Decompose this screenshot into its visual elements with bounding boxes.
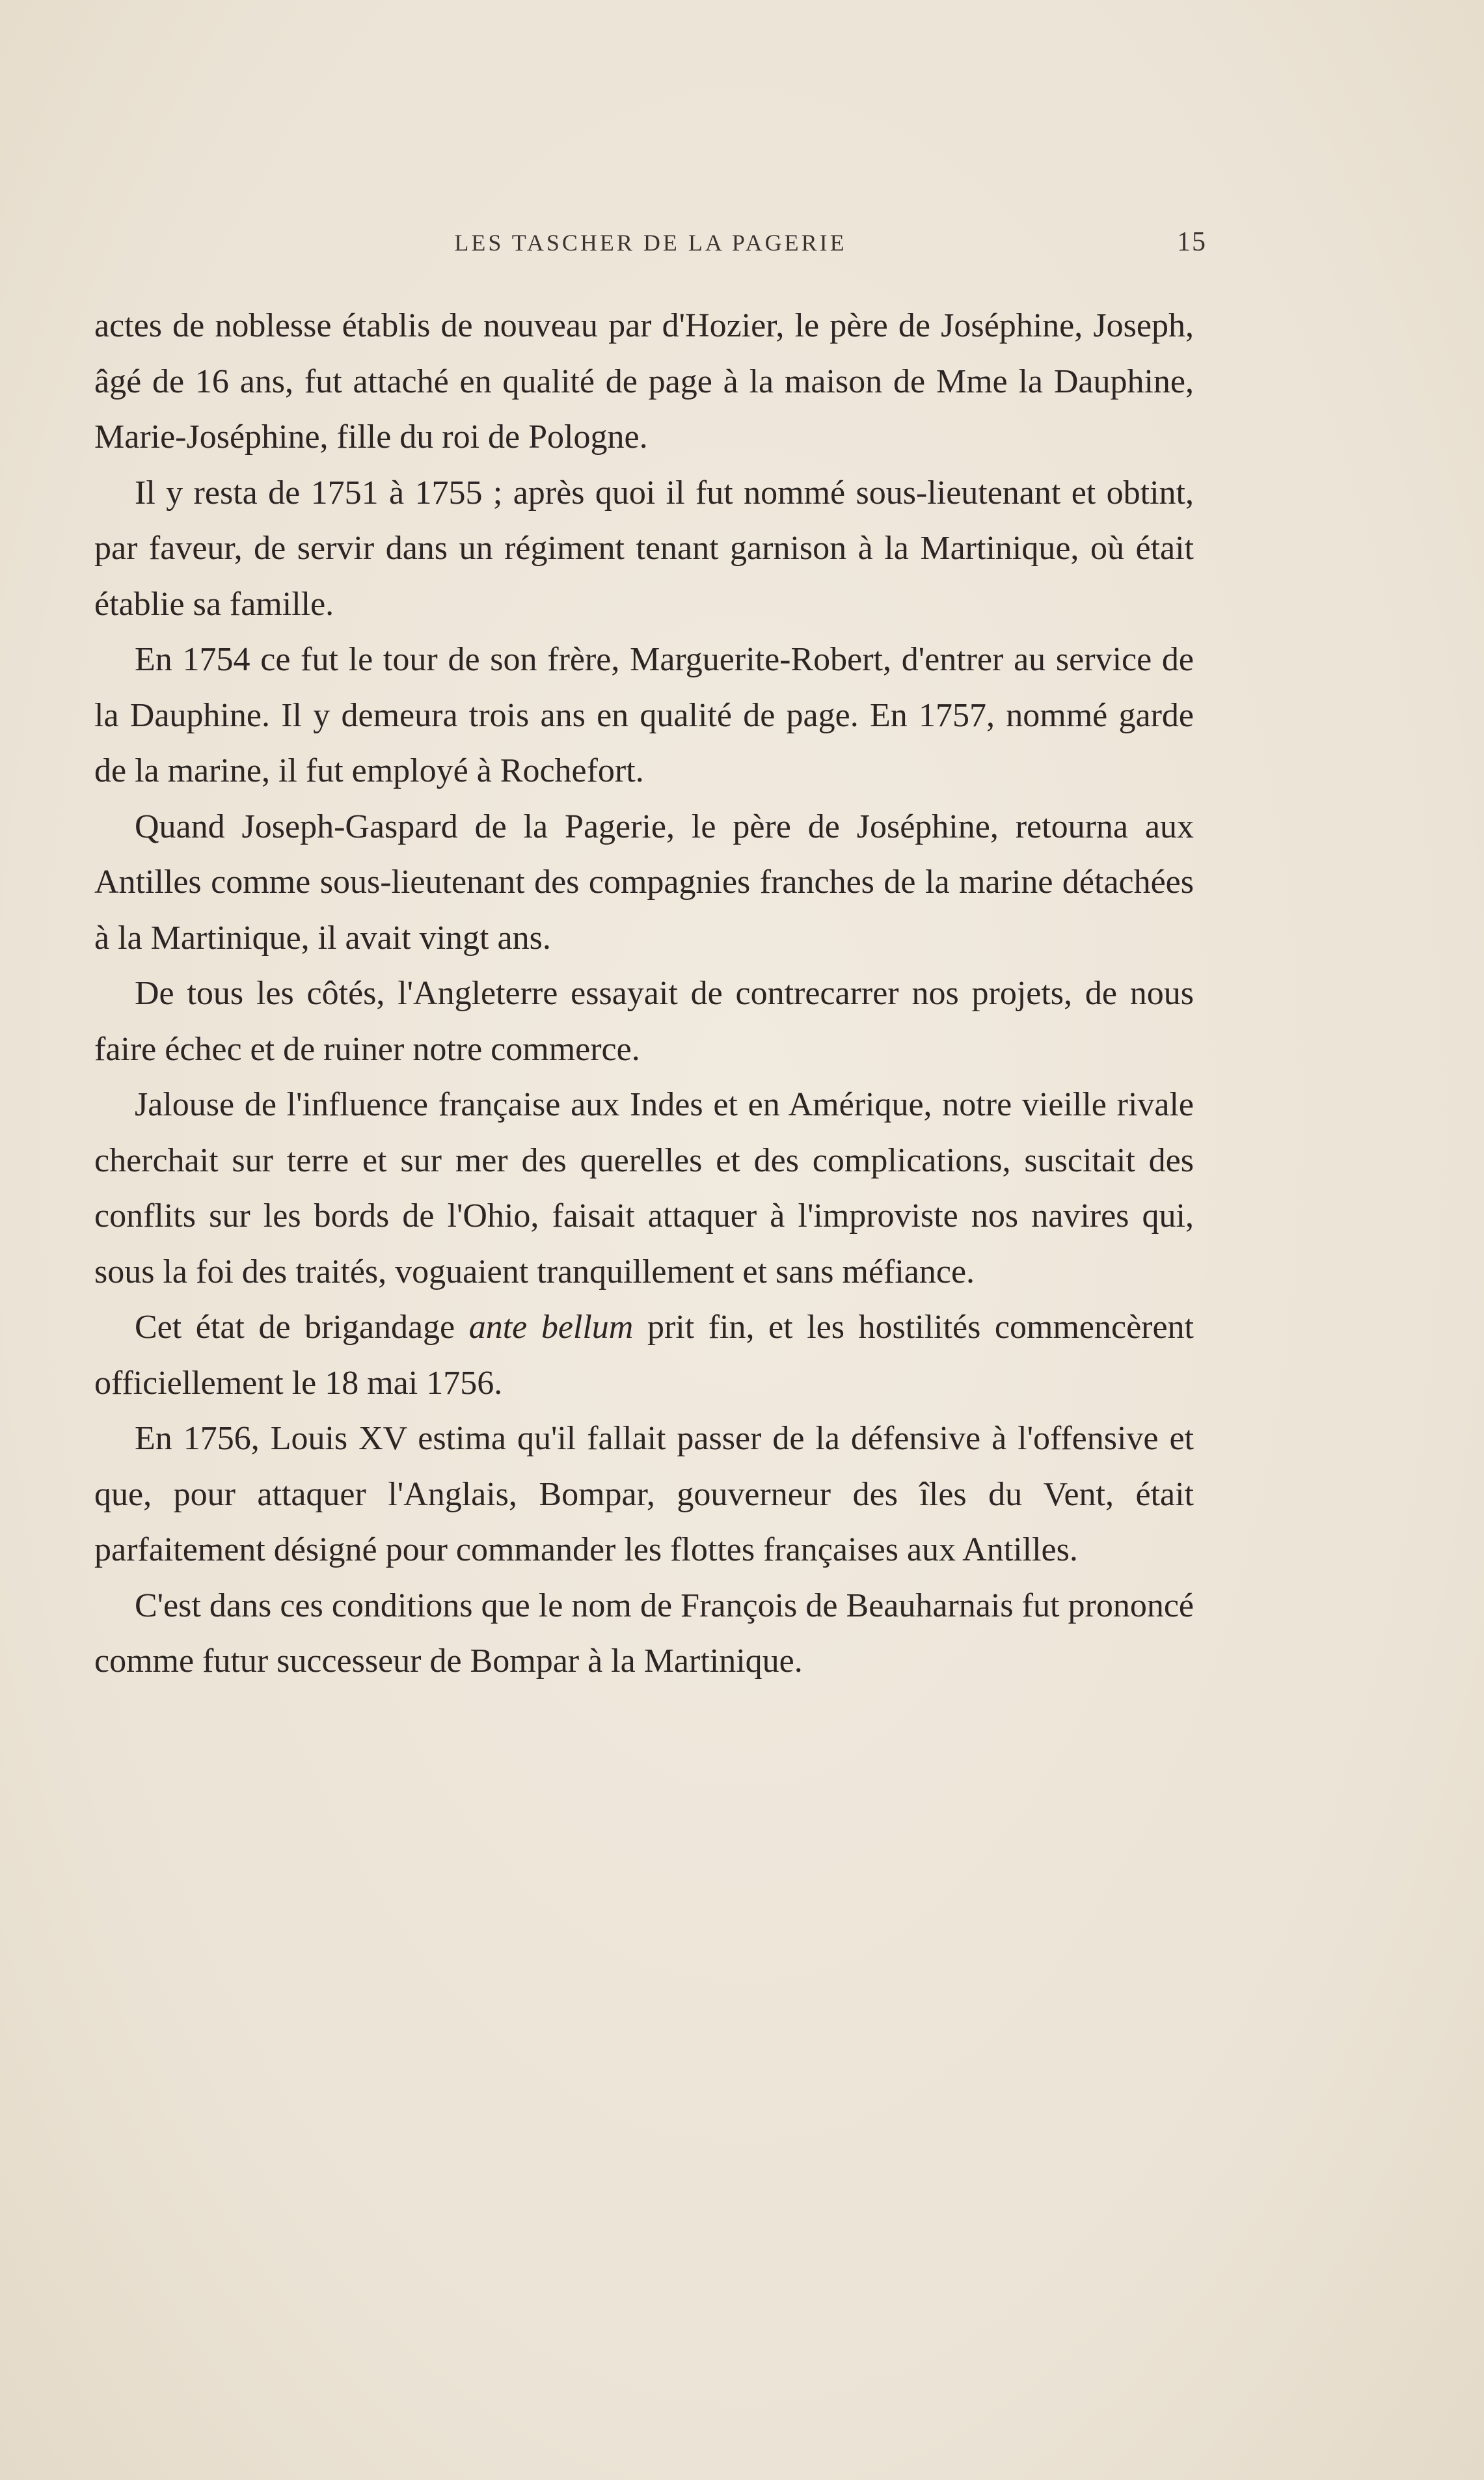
paragraph: En 1756, Louis XV estima qu'il fallait passer de la défensive à l'offensive et que, pour attaquer l'Anglais, Bompar, gouverneur des îles du Vent, était parfaitement désigné pour commander les flottes françaises aux Antilles. (94, 1420, 1194, 1568)
running-head (94, 229, 1207, 268)
paragraph: Il y resta de 1751 à 1755 ; après quoi il fut nommé sous-lieutenant et obtint, par faveur, de servir dans un régiment tenant garnison à la Martinique, où était établie sa famille. (94, 474, 1194, 623)
paragraph: Jalouse de l'influence française aux Indes et en Amérique, notre vieille rivale cherchait sur terre et sur mer des querelles et des complications, suscitait des conflits sur les bords de l'Ohio, faisait attaquer à l'improviste nos navires qui, sous la foi des traités, voguaient tranquillement et sans méfiance. (94, 1086, 1194, 1290)
running-title: LES TASCHER DE LA PAGERIE (454, 230, 847, 256)
body-text (94, 298, 1194, 1689)
paragraph: actes de noblesse établis de nouveau par d'Hozier, le père de Joséphine, Joseph, âgé de 16 ans, fut attaché en qualité de page à la maison de Mme la Dauphine, Marie-Joséphine, fille du roi de Pologne. (94, 307, 1194, 456)
page-number: 15 (1177, 227, 1207, 257)
paragraph: Quand Joseph-Gaspard de la Pagerie, le père de Joséphine, retourna aux Antilles comme sous-lieutenant des compagnies franches de la marine détachées à la Martinique, il avait vingt ans. (94, 808, 1194, 957)
paragraph: De tous les côtés, l'Angleterre essayait de contrecarrer nos projets, de nous faire échec et de ruiner notre commerce. (94, 975, 1194, 1068)
paragraph: C'est dans ces conditions que le nom de François de Beauharnais fut prononcé comme futur successeur de Bompar à la Martinique. (94, 1587, 1194, 1680)
paragraph (94, 1300, 1194, 1411)
paragraph: En 1754 ce fut le tour de son frère, Marguerite-Robert, d'entrer au service de la Dauphine. Il y demeura trois ans en qualité de page. En 1757, nommé garde de la marine, il fut employé à Rochefort. (94, 641, 1194, 789)
paragraph-text-before: Cet état de brigandage (135, 1309, 469, 1346)
italic-phrase: ante bellum (468, 1309, 634, 1346)
paragraph-text-after: prit fin, et les hostilités commencèrent officiellement le 18 mai 1756. (94, 1309, 1194, 1402)
